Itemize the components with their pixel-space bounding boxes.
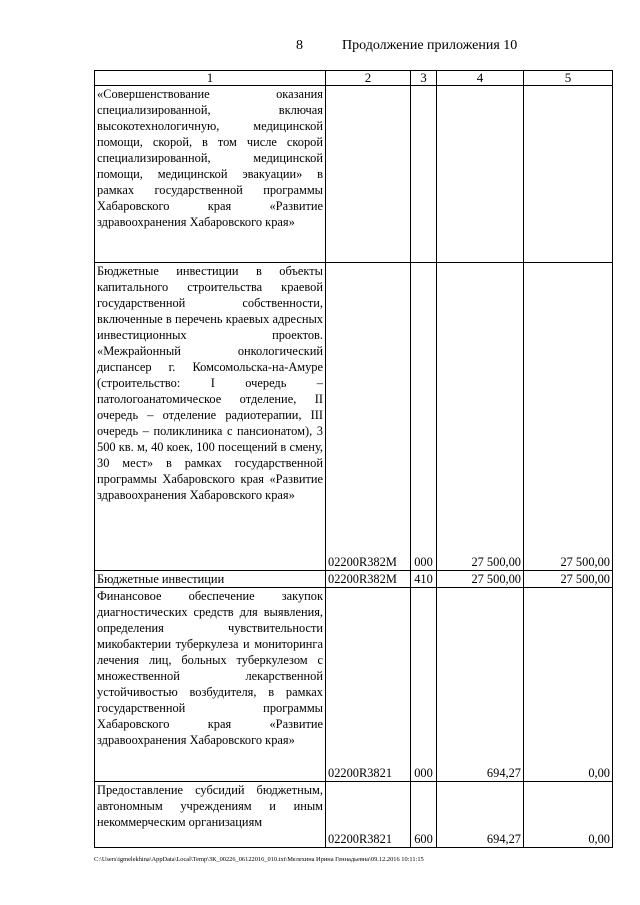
page-number: 8: [296, 38, 303, 53]
row-type: 410: [411, 571, 437, 588]
row-name: Бюджетные инвестиции: [95, 571, 326, 588]
row-value-5: [524, 86, 613, 263]
row-code: 02200R3821: [326, 588, 411, 782]
row-code: 02200R382M: [326, 263, 411, 571]
table-row: [95, 86, 613, 263]
row-value-4: 694,27: [437, 588, 524, 782]
column-header: 5: [524, 71, 613, 86]
column-header: 3: [411, 71, 437, 86]
file-path-footer: C:\Users\igmelekhina\AppData\Local\Temp\ЗК_00226_06122016_010.txt\Мелехина Ирина Геннадьевна\09.12.2016 10:11:15: [94, 856, 424, 863]
row-value-4: [437, 86, 524, 263]
table-header-row: [95, 71, 613, 86]
table-row: [95, 782, 613, 848]
row-name: Предоставление субсидий бюджетным, автономным учреждениям и иным некоммерческим организациям: [95, 782, 326, 848]
row-type: [411, 86, 437, 263]
row-name: Финансовое обеспечение закупок диагностических средств для выявления, определения чувствительности микобактерии туберкулеза и мониторинга лечения лиц, больных туберкулезом с множественной лекарственной устойчивостью возбудителя, в рамках государственной программы Хабаровского края «Развитие здравоохранения Хабаровского края»: [95, 588, 326, 782]
table-row: [95, 571, 613, 588]
row-name: «Совершенствование оказания специализированной, включая высокотехнологичную, медицинской помощи, скорой, в том числе скорой специализированной, медицинской помощи, медицинской эвакуации» в рамках государственной программы Хабаровского края «Развитие здравоохранения Хабаровского края»: [95, 86, 326, 263]
row-type: 600: [411, 782, 437, 848]
row-value-5: 27 500,00: [524, 263, 613, 571]
row-code: 02200R382M: [326, 571, 411, 588]
column-header: 1: [95, 71, 326, 86]
row-name: Бюджетные инвестиции в объекты капитального строительства краевой государственной собственности, включенные в перечень краевых адресных инвестиционных проектов. «Межрайонный онкологический диспансер г. Комсомольска-на-Амуре (строительство: I очередь – патологоанатомическое отделение, II очередь – отделение радиотерапии, III очередь – поликлиника с пансионатом), 3 500 кв. м, 40 коек, 100 посещений в смену, 30 мест» в рамках государственной программы Хабаровского края «Развитие здравоохранения Хабаровского края»: [95, 263, 326, 571]
column-header: 4: [437, 71, 524, 86]
appendix-continuation-title: Продолжение приложения 10: [342, 38, 518, 53]
table-row: [95, 263, 613, 571]
row-value-5: 0,00: [524, 782, 613, 848]
row-value-5: 0,00: [524, 588, 613, 782]
row-value-4: 27 500,00: [437, 571, 524, 588]
row-value-4: 27 500,00: [437, 263, 524, 571]
row-type: 000: [411, 588, 437, 782]
row-value-5: 27 500,00: [524, 571, 613, 588]
row-code: [326, 86, 411, 263]
row-type: 000: [411, 263, 437, 571]
table-row: [95, 588, 613, 782]
budget-table: [94, 70, 613, 848]
row-code: 02200R3821: [326, 782, 411, 848]
column-header: 2: [326, 71, 411, 86]
row-value-4: 694,27: [437, 782, 524, 848]
